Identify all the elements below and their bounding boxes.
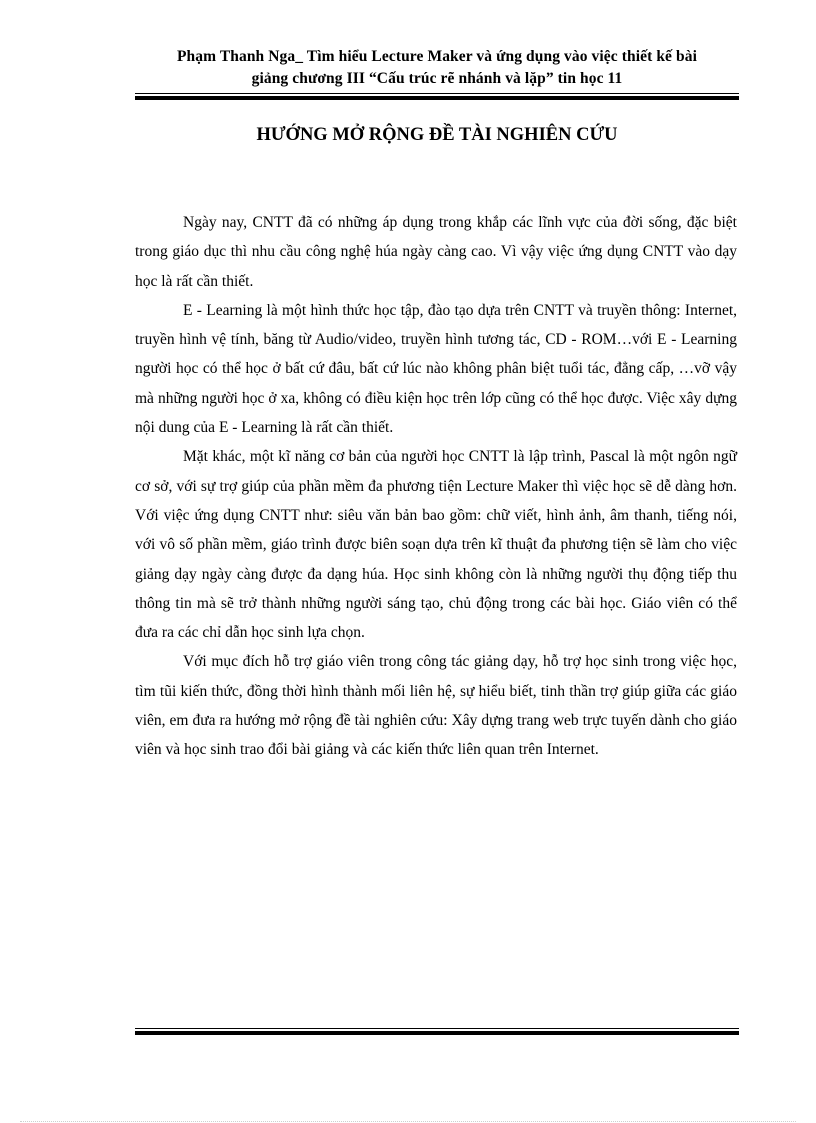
paragraph-4: Với mục đích hỗ trợ giáo viên trong công tác giảng dạy, hỗ trợ học sinh trong việc học, tìm tũi kiến thức, đồng thời hình thành mối liên hệ, sự hiểu biết, tinh thần trợ giúp giữa các giáo viên, em đưa ra hướng mở rộng đề tài nghiên cứu: Xây dựng trang web trực tuyến dành cho giáo viên và học sinh trao đổi bài giảng và các kiến thức liên quan trên Internet.: [135, 653, 737, 759]
header-line-2: giảng chương III “Cấu trúc rẽ nhánh và lặp” tin học 11: [251, 70, 623, 87]
paragraph-1: Ngày nay, CNTT đã có những áp dụng trong khắp các lĩnh vực của đời sống, đặc biệt trong giáo dục thì nhu cầu công nghệ húa ngày càng cao. Vì vậy việc ứng dụng CNTT vào dạy học là rất cần thiết.: [135, 214, 737, 290]
page-header: [135, 46, 739, 90]
paragraph-2: E - Learning là một hình thức học tập, đào tạo dựa trên CNTT và truyền thông: Internet, truyền hình vệ tính, băng từ Audio/video, truyền hình tương tác, CD - ROM…với E - Learning người học có thể học ở bất cứ đâu, bất cứ lúc nào không phân biệt tuổi tác, đẳng cấp, …vỡ vậy mà những người học ở xa, không có điều kiện học trên lớp cũng có thể học được. Việc xây dựng nội dung của E - Learning là rất cần thiết.: [135, 301, 737, 437]
paragraph-3: Mặt khác, một kĩ năng cơ bản của người học CNTT là lập trình, Pascal là một ngôn ngữ cơ sở, với sự trợ giúp của phần mềm đa phương tiện Lecture Maker thì việc học sẽ dễ dàng hơn. Với việc ứng dụng CNTT như: siêu văn bản bao gồm: chữ viết, hình ảnh, âm thanh, tiếng nói, với vô số phần mềm, giáo trình được biên soạn dựa trên kĩ thuật đa phương tiện sẽ làm cho việc giảng dạy ngày càng được đa dạng húa. Học sinh không còn là những người thụ động tiếp thu thông tin mà sẽ trở thành những người sáng tạo, chủ động trong các bài học. Giáo viên có thể đưa ra các chỉ dẫn học sinh lựa chọn.: [135, 448, 737, 642]
page-edge-dots: [20, 1121, 796, 1122]
header-line-1: Phạm Thanh Nga_ Tìm hiểu Lecture Maker và ứng dụng vào việc thiết kế bài: [176, 48, 697, 65]
footer-divider: [135, 1028, 739, 1035]
header-divider: [135, 93, 739, 100]
body-text: [135, 208, 737, 765]
page-title: HƯỚNG MỞ RỘNG ĐỀ TÀI NGHIÊN CỨU: [256, 125, 618, 145]
